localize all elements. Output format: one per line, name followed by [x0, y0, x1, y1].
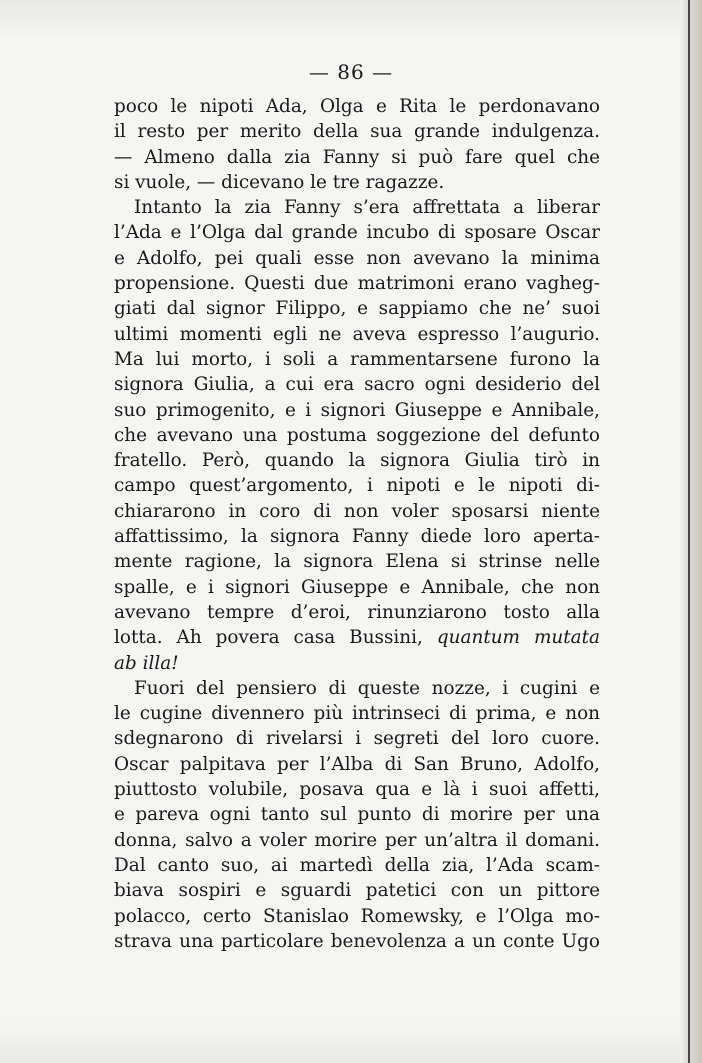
text-line: affattissimo, la signora Fanny diede loro aperta-: [114, 526, 600, 548]
text-line: spalle, e i signori Giuseppe e Annibale, che non: [114, 576, 600, 598]
text-line: le cugine divennero più intrinseci di prima, e non: [114, 703, 600, 725]
text-line: Dal canto suo, ai martedì della zia, l’Ada scam-: [114, 854, 600, 876]
binding-edge-line: [688, 0, 690, 1063]
text-line: si vuole, — dicevano le tre ragazze.: [114, 171, 445, 193]
text-line: sdegnarono di rivelarsi i segreti del loro cuore.: [114, 728, 600, 750]
text-line: Oscar palpitava per l’Alba di San Bruno, Adolfo,: [114, 753, 600, 775]
text-segment: lotta. Ah povera casa Bussini,: [114, 627, 423, 649]
text-line: che avevano una postuma soggezione del defunto: [114, 424, 600, 446]
text-line: donna, salvo a voler morire per un’altra il domani.: [114, 829, 600, 851]
body-text: [114, 94, 600, 954]
text-line: piuttosto volubile, posava qua e là i suoi affetti,: [114, 779, 600, 801]
text-line: e Adolfo, pei quali esse non avevano la minima: [114, 247, 600, 269]
latin-phrase: quantum mutata: [436, 627, 600, 649]
text-line: strava una particolare benevolenza a un conte Ugo: [114, 930, 600, 952]
text-line: propensione. Questi due matrimoni erano vagheg-: [114, 273, 600, 295]
text-line: l’Ada e l’Olga dal grande incubo di sposare Oscar: [114, 222, 600, 244]
text-line: suo primogenito, e i signori Giuseppe e Annibale,: [114, 399, 600, 421]
latin-phrase-end: ab illa!: [114, 652, 179, 674]
text-line-italic: [114, 651, 600, 676]
text-line: fratello. Però, quando la signora Giulia tirò in: [114, 450, 600, 472]
text-line: il resto per merito della sua grande indulgenza.: [114, 121, 600, 143]
page-number: — 86 —: [308, 60, 394, 84]
text-line: Ma lui morto, i soli a rammentarsene furono la: [114, 348, 600, 370]
text-line: mente ragione, la signora Elena si strinse nelle: [114, 551, 600, 573]
text-line: — Almeno dalla zia Fanny si può fare quel che: [114, 146, 600, 168]
text-line: Fuori del pensiero di queste nozze, i cugini e: [134, 677, 600, 699]
text-line: polacco, certo Stanislao Romewsky, e l’Olga mo-: [114, 905, 600, 927]
text-line: Intanto la zia Fanny s’era affrettata a liberar: [134, 197, 600, 219]
page-edge-shadow: [680, 0, 702, 1063]
text-line: avevano tempre d’eroi, rinunziarono tosto alla: [114, 601, 600, 623]
text-line: ultimi momenti egli ne aveva espresso l’augurio.: [114, 323, 600, 345]
text-line: biava sospiri e sguardi patetici con un pittore: [114, 880, 600, 902]
text-line: poco le nipoti Ada, Olga e Rita le perdonavano: [114, 96, 600, 117]
text-line: signora Giulia, a cui era sacro ogni desiderio del: [114, 374, 600, 396]
text-line: giati dal signor Filippo, e sappiamo che ne’ suoi: [114, 298, 600, 320]
text-line: e pareva ogni tanto sul punto di morire per una: [114, 804, 600, 826]
text-line-italic-tail: [114, 625, 600, 650]
text-line: campo quest’argomento, i nipoti e le nipoti di-: [114, 475, 600, 497]
text-line: chiararono in coro di non voler sposarsi niente: [114, 500, 600, 522]
